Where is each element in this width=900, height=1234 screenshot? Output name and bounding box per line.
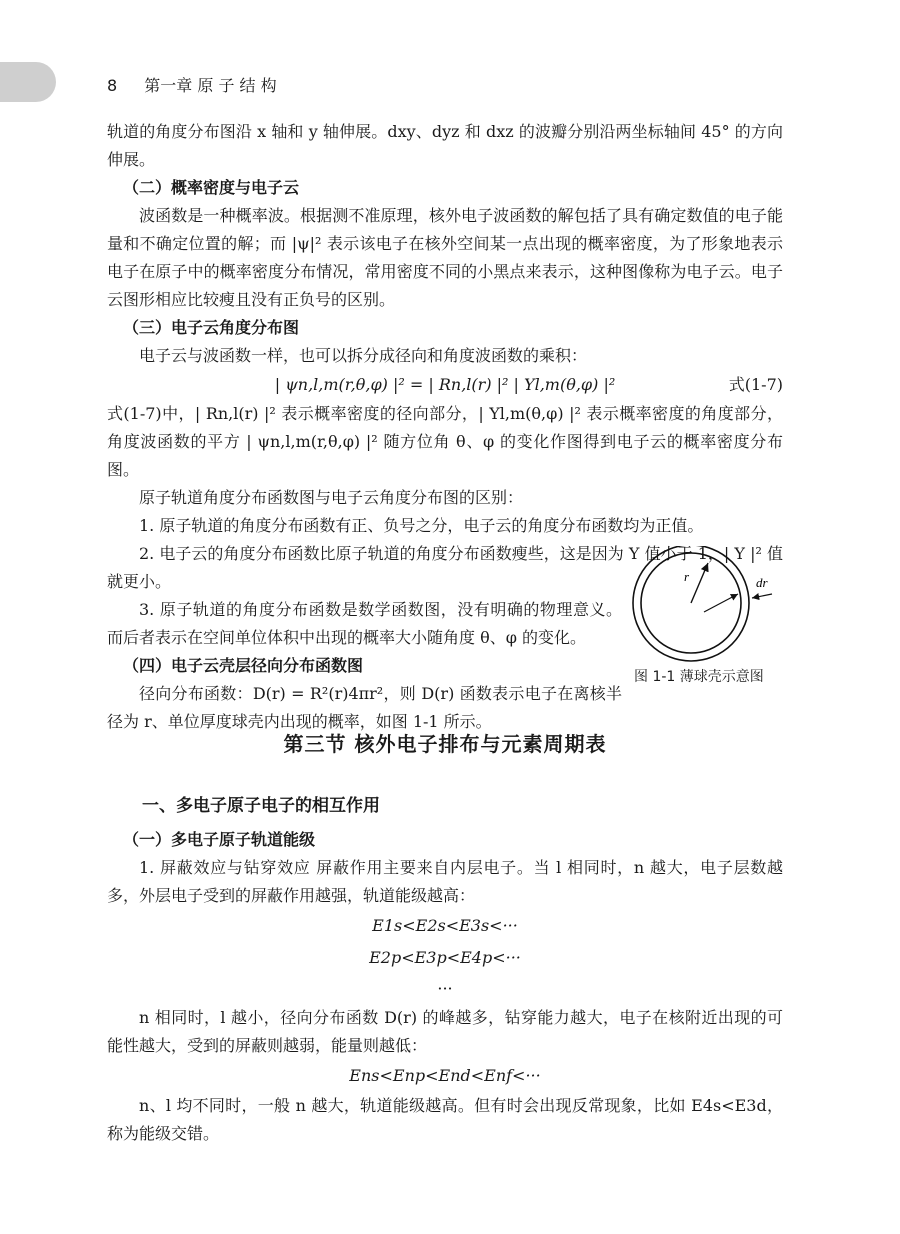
heading-probability: （二）概率密度与电子云 bbox=[123, 178, 300, 197]
equation-1-7-tag: 式(1-7) bbox=[728, 375, 783, 394]
inequality-2: E2p<E3p<E4p<··· bbox=[369, 948, 521, 967]
inequality-ellipsis: ··· bbox=[437, 979, 453, 998]
lower-body bbox=[107, 826, 783, 1148]
chapter-title: 第一章 原 子 结 构 bbox=[144, 76, 277, 95]
figure-caption: 图 1-1 薄球壳示意图 bbox=[634, 669, 764, 685]
figure-1-1 bbox=[622, 546, 792, 691]
list-item-1: 1. 原子轨道的角度分布函数有正、负号之分，电子云的角度分布函数均为正值。 bbox=[139, 516, 704, 535]
paragraph-shielding: 1. 屏蔽效应与钻穿效应 屏蔽作用主要来自内层电子。当 l 相同时，n 越大，电子层数越多，外层电子受到的屏蔽作用越强，轨道能级越高： bbox=[107, 858, 783, 905]
dr-arrow-outer bbox=[752, 594, 772, 598]
paragraph-angle-intro: 电子云与波函数一样，也可以拆分成径向和角度波函数的乘积： bbox=[139, 346, 588, 365]
equation-1-7-body: | ψn,l,m(r,θ,φ) |² = | Rn,l(r) |² | Yl,m(θ,φ) |² bbox=[274, 375, 616, 394]
running-header bbox=[107, 73, 277, 96]
section-title: 第三节 核外电子排布与元素周期表 bbox=[283, 732, 607, 756]
heading-radial: （四）电子云壳层径向分布函数图 bbox=[123, 656, 364, 675]
paragraph-angle-diff: 原子轨道角度分布函数图与电子云角度分布图的区别： bbox=[139, 488, 524, 507]
label-r: r bbox=[684, 569, 690, 584]
paragraph-continuation: 轨道的角度分布图沿 x 轴和 y 轴伸展。dxy、dyz 和 dxz 的波瓣分别沿两坐标轴间 45° 的方向伸展。 bbox=[107, 122, 783, 169]
paragraph-angle-explain: 式(1-7)中，| Rn,l(r) |² 表示概率密度的径向部分，| Yl,m(θ,φ) |² 表示概率密度的角度部分，角度波函数的平方 | ψn,l,m(r,θ,φ) |² 随方位角 θ、φ 的变化作图得到电子云的概率密度分布图。 bbox=[107, 404, 783, 479]
paragraph-penetration: n 相同时，l 越小，径向分布函数 D(r) 的峰越多，钻穿能力越大，电子在核附近出现的可能性越大，受到的屏蔽则越弱，能量则越低： bbox=[107, 1008, 783, 1055]
outer-circle bbox=[633, 546, 749, 661]
inequality-1: E1s<E2s<E3s<··· bbox=[372, 916, 518, 935]
paragraph-probability: 波函数是一种概率波。根据测不准原理，核外电子波函数的解包括了具有确定数值的电子能量和不确定位置的解；而 |ψ|² 表示该电子在核外空间某一点出现的概率密度，为了形象地表示电子在原子中的概率密度分布情况，常用密度不同的小黑点来表示，这种图像称为电子云。电子云图形相应比较瘦且没有正负号的区别。 bbox=[107, 206, 783, 309]
heading-energy: （一）多电子原子轨道能级 bbox=[123, 830, 316, 849]
equation-1-7 bbox=[107, 370, 783, 400]
edge-tab bbox=[0, 62, 56, 102]
radius-arrow bbox=[691, 563, 708, 603]
subsection-title: 一、多电子原子电子的相互作用 bbox=[142, 796, 380, 816]
paragraph-radial: 径向分布函数：D(r) = R²(r)4πr²，则 D(r) 函数表示电子在离核半径为 r、单位厚度球壳内出现的概率，如图 1-1 所示。 bbox=[107, 684, 622, 731]
dr-arrow-inner bbox=[704, 594, 738, 612]
wrap-box bbox=[107, 596, 622, 736]
label-dr: dr bbox=[756, 575, 768, 590]
paragraph-crossover: n、l 均不同时，一般 n 越大，轨道能级越高。但有时会出现反常现象，比如 E4s<E3d，称为能级交错。 bbox=[107, 1096, 783, 1143]
heading-angle: （三）电子云角度分布图 bbox=[123, 318, 300, 337]
inequality-3: Ens<Enp<End<Enf<··· bbox=[349, 1066, 541, 1085]
list-item-2: 2. 电子云的角度分布函数比原子轨道的角度分布函数瘦些，这是因为 Y 值小于 1，| Y |² 值就更小。 bbox=[107, 544, 783, 591]
list-item-3: 3. 原子轨道的角度分布函数是数学函数图，没有明确的物理意义。而后者表示在空间单位体积中出现的概率大小随角度 θ、φ 的变化。 bbox=[107, 600, 622, 647]
page-number: 8 bbox=[107, 76, 118, 95]
thin-shell-diagram bbox=[622, 546, 792, 666]
